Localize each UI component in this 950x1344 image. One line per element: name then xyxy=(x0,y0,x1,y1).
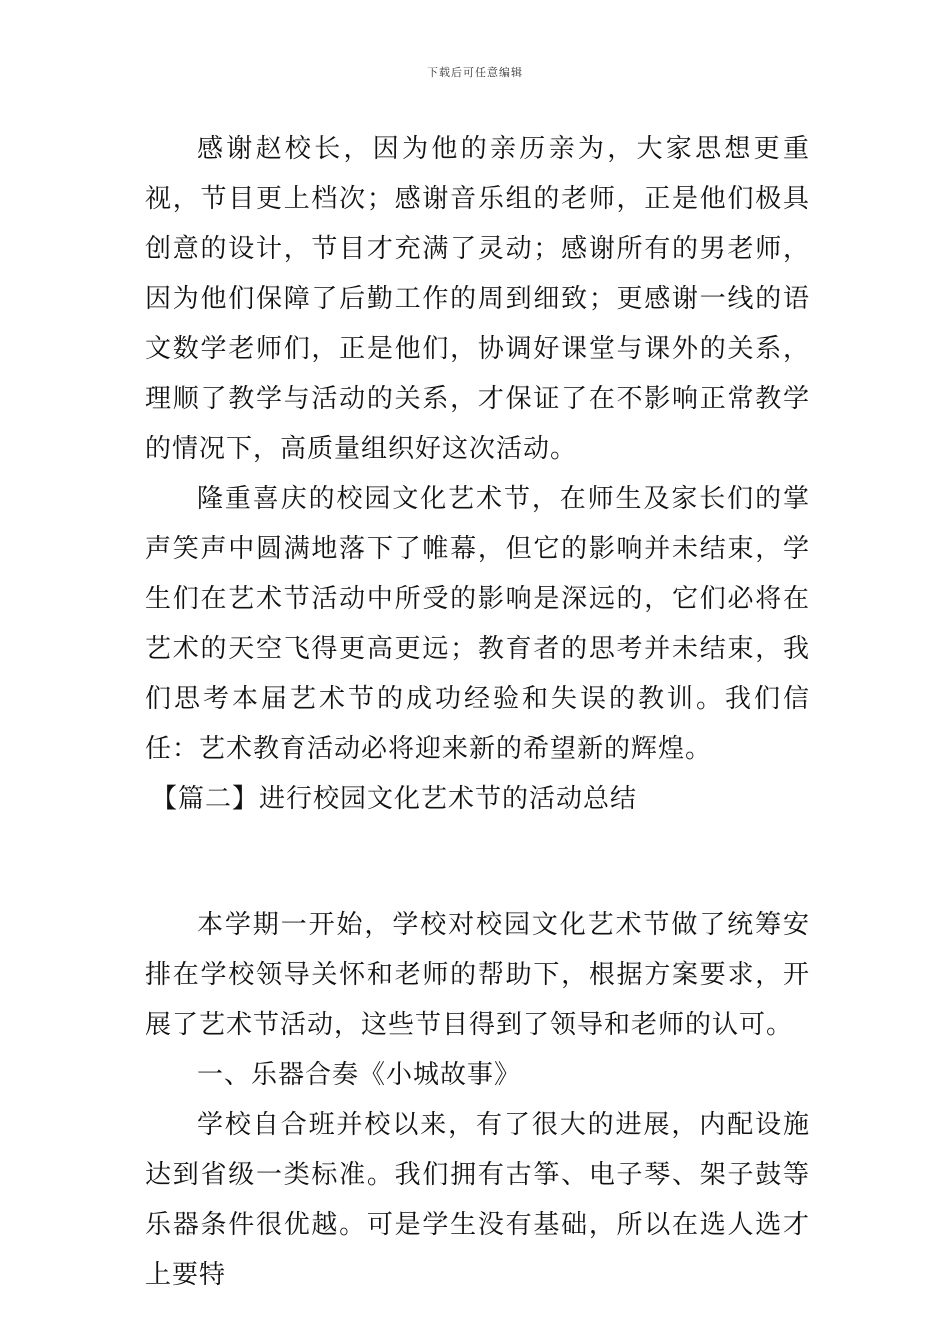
document-body xyxy=(145,124,810,1300)
paragraph-semester-intro: 本学期一开始，学校对校园文化艺术节做了统筹安排在学校领导关怀和老师的帮助下，根据方案要求，开展了艺术节活动，这些节目得到了领导和老师的认可。 xyxy=(145,910,810,1040)
paragraph-school-instruments: 学校自合班并校以来，有了很大的进展，内配设施达到省级一类标准。我们拥有古筝、电子琴、架子鼓等乐器条件很优越。可是学生没有基础，所以在选人选才上要特 xyxy=(145,1110,810,1290)
page-header-note: 下载后可任意编辑 xyxy=(427,66,523,79)
paragraph-festival-closing: 隆重喜庆的校园文化艺术节，在师生及家长们的掌声笑声中圆满地落下了帷幕，但它的影响并未结束，学生们在艺术节活动中所受的影响是深远的，它们必将在艺术的天空飞得更高更远；教育者的思考并未结束，我们思考本届艺术节的成功经验和失误的教训。我们信任：艺术教育活动必将迎来新的希望新的辉煌。 xyxy=(145,484,810,764)
section-heading-part-two: 【篇二】进行校园文化艺术节的活动总结 xyxy=(151,784,638,814)
subheading-instrument-ensemble: 一、乐器合奏《小城故事》 xyxy=(197,1060,522,1090)
paragraph-thanks: 感谢赵校长，因为他的亲历亲为，大家思想更重视，节目更上档次；感谢音乐组的老师，正是他们极具创意的设计，节目才充满了灵动；感谢所有的男老师，因为他们保障了后勤工作的周到细致；更感谢一线的语文数学老师们，正是他们，协调好课堂与课外的关系，理顺了教学与活动的关系，才保证了在不影响正常教学的情况下，高质量组织好这次活动。 xyxy=(145,134,810,464)
blank-spacer xyxy=(145,824,810,900)
